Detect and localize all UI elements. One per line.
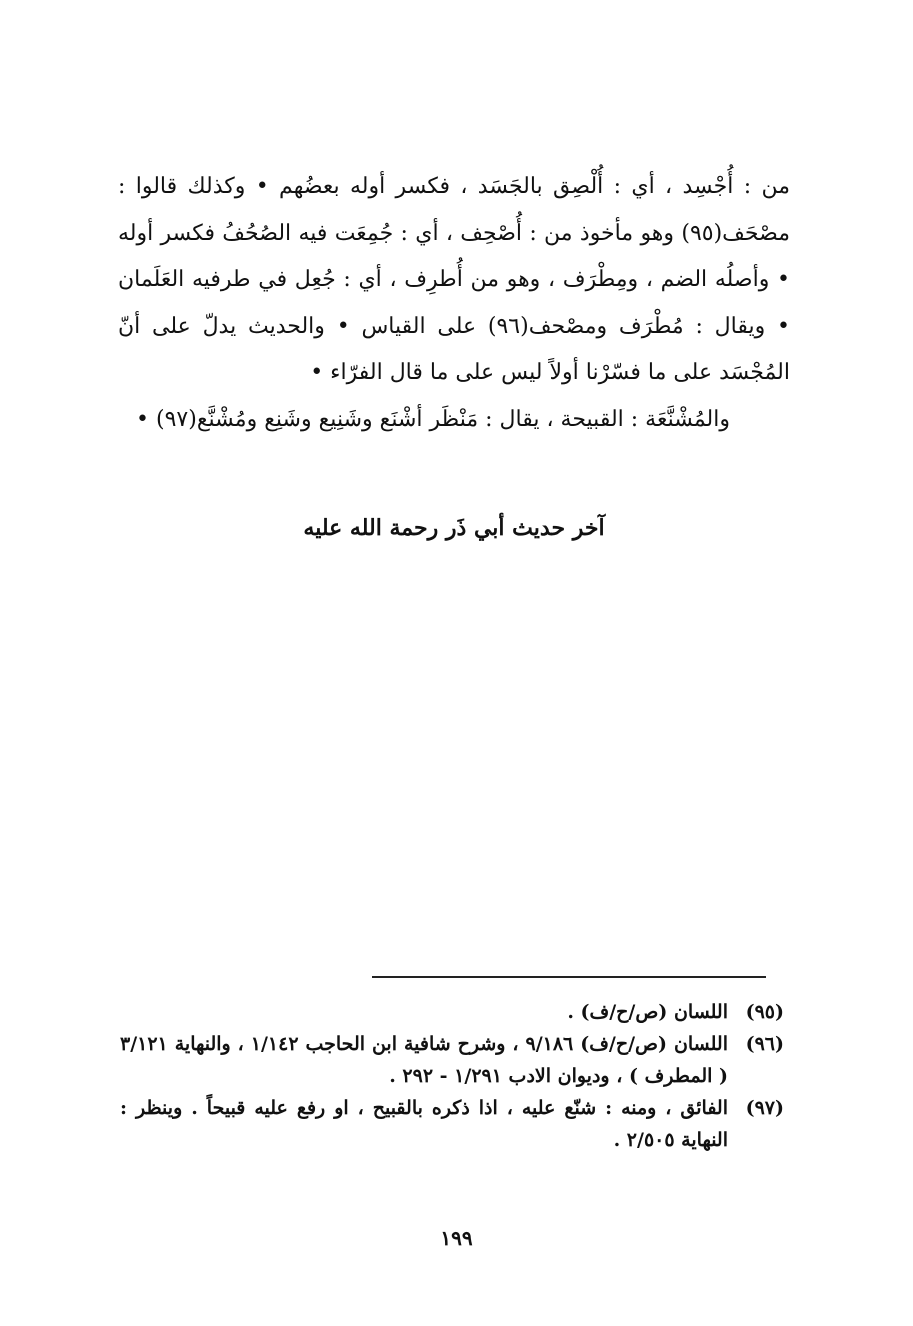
page-number: ١٩٩ (440, 1226, 473, 1250)
paragraph-1: من : أُجْسِد ، أي : أُلْصِق بالجَسَد ، فكسر أوله بعضُهم • وكذلك قالوا : مصْحَف(٩٥) وهو مأخوذ من : أُصْحِف ، أي : جُمِعَت فيه الصُحُفُ فكسر أوله • وأصلُه الضم ، ومِطْرَف ، وهو من أُطرِف ، أي : جُعِل في طرفيه العَلَمان • ويقال : مُطْرَف ومصْحف(٩٦) على القياس • والحديث يدلّ على أنّ المُجْسَد على ما فسّرْنا أولاً ليس على ما قال الفرّاء • (118, 174, 790, 385)
main-text (118, 164, 790, 443)
footnote-95 (120, 996, 784, 1028)
footnote-text: الفائق ، ومنه : شنّع عليه ، اذا ذكره بالقبيح ، او رفع عليه قبيحاً . وينظر : النهاية ٢/٥٠٥ . (120, 1097, 728, 1151)
footnote-text: اللسان (ص/ح/ف) . (567, 1001, 728, 1023)
paragraph-2: والمُشْنَّعَة : القبيحة ، يقال : مَنْظَر أشْنَع وشَنِيع وشَنِع ومُشْنَّع(٩٧) • (136, 406, 730, 432)
footnote-text: اللسان (ص/ح/ف) ٩/١٨٦ ، وشرح شافية ابن الحاجب ١/١٤٢ ، والنهاية ٣/١٢١ ( المطرف ) ، وديوان الادب ١/٢٩١ - ٢٩٢ . (120, 1033, 728, 1087)
closing-line: آخر حديث أبي ذَر رحمة الله عليه (303, 515, 605, 541)
footnote-number: (٩٥) (745, 1001, 784, 1023)
footnote-divider (372, 976, 766, 978)
footnote-96 (120, 1028, 784, 1092)
footnotes (120, 996, 784, 1156)
footnote-97 (120, 1092, 784, 1156)
footnote-number: (٩٦) (745, 1033, 784, 1055)
footnote-number: (٩٧) (745, 1097, 784, 1119)
